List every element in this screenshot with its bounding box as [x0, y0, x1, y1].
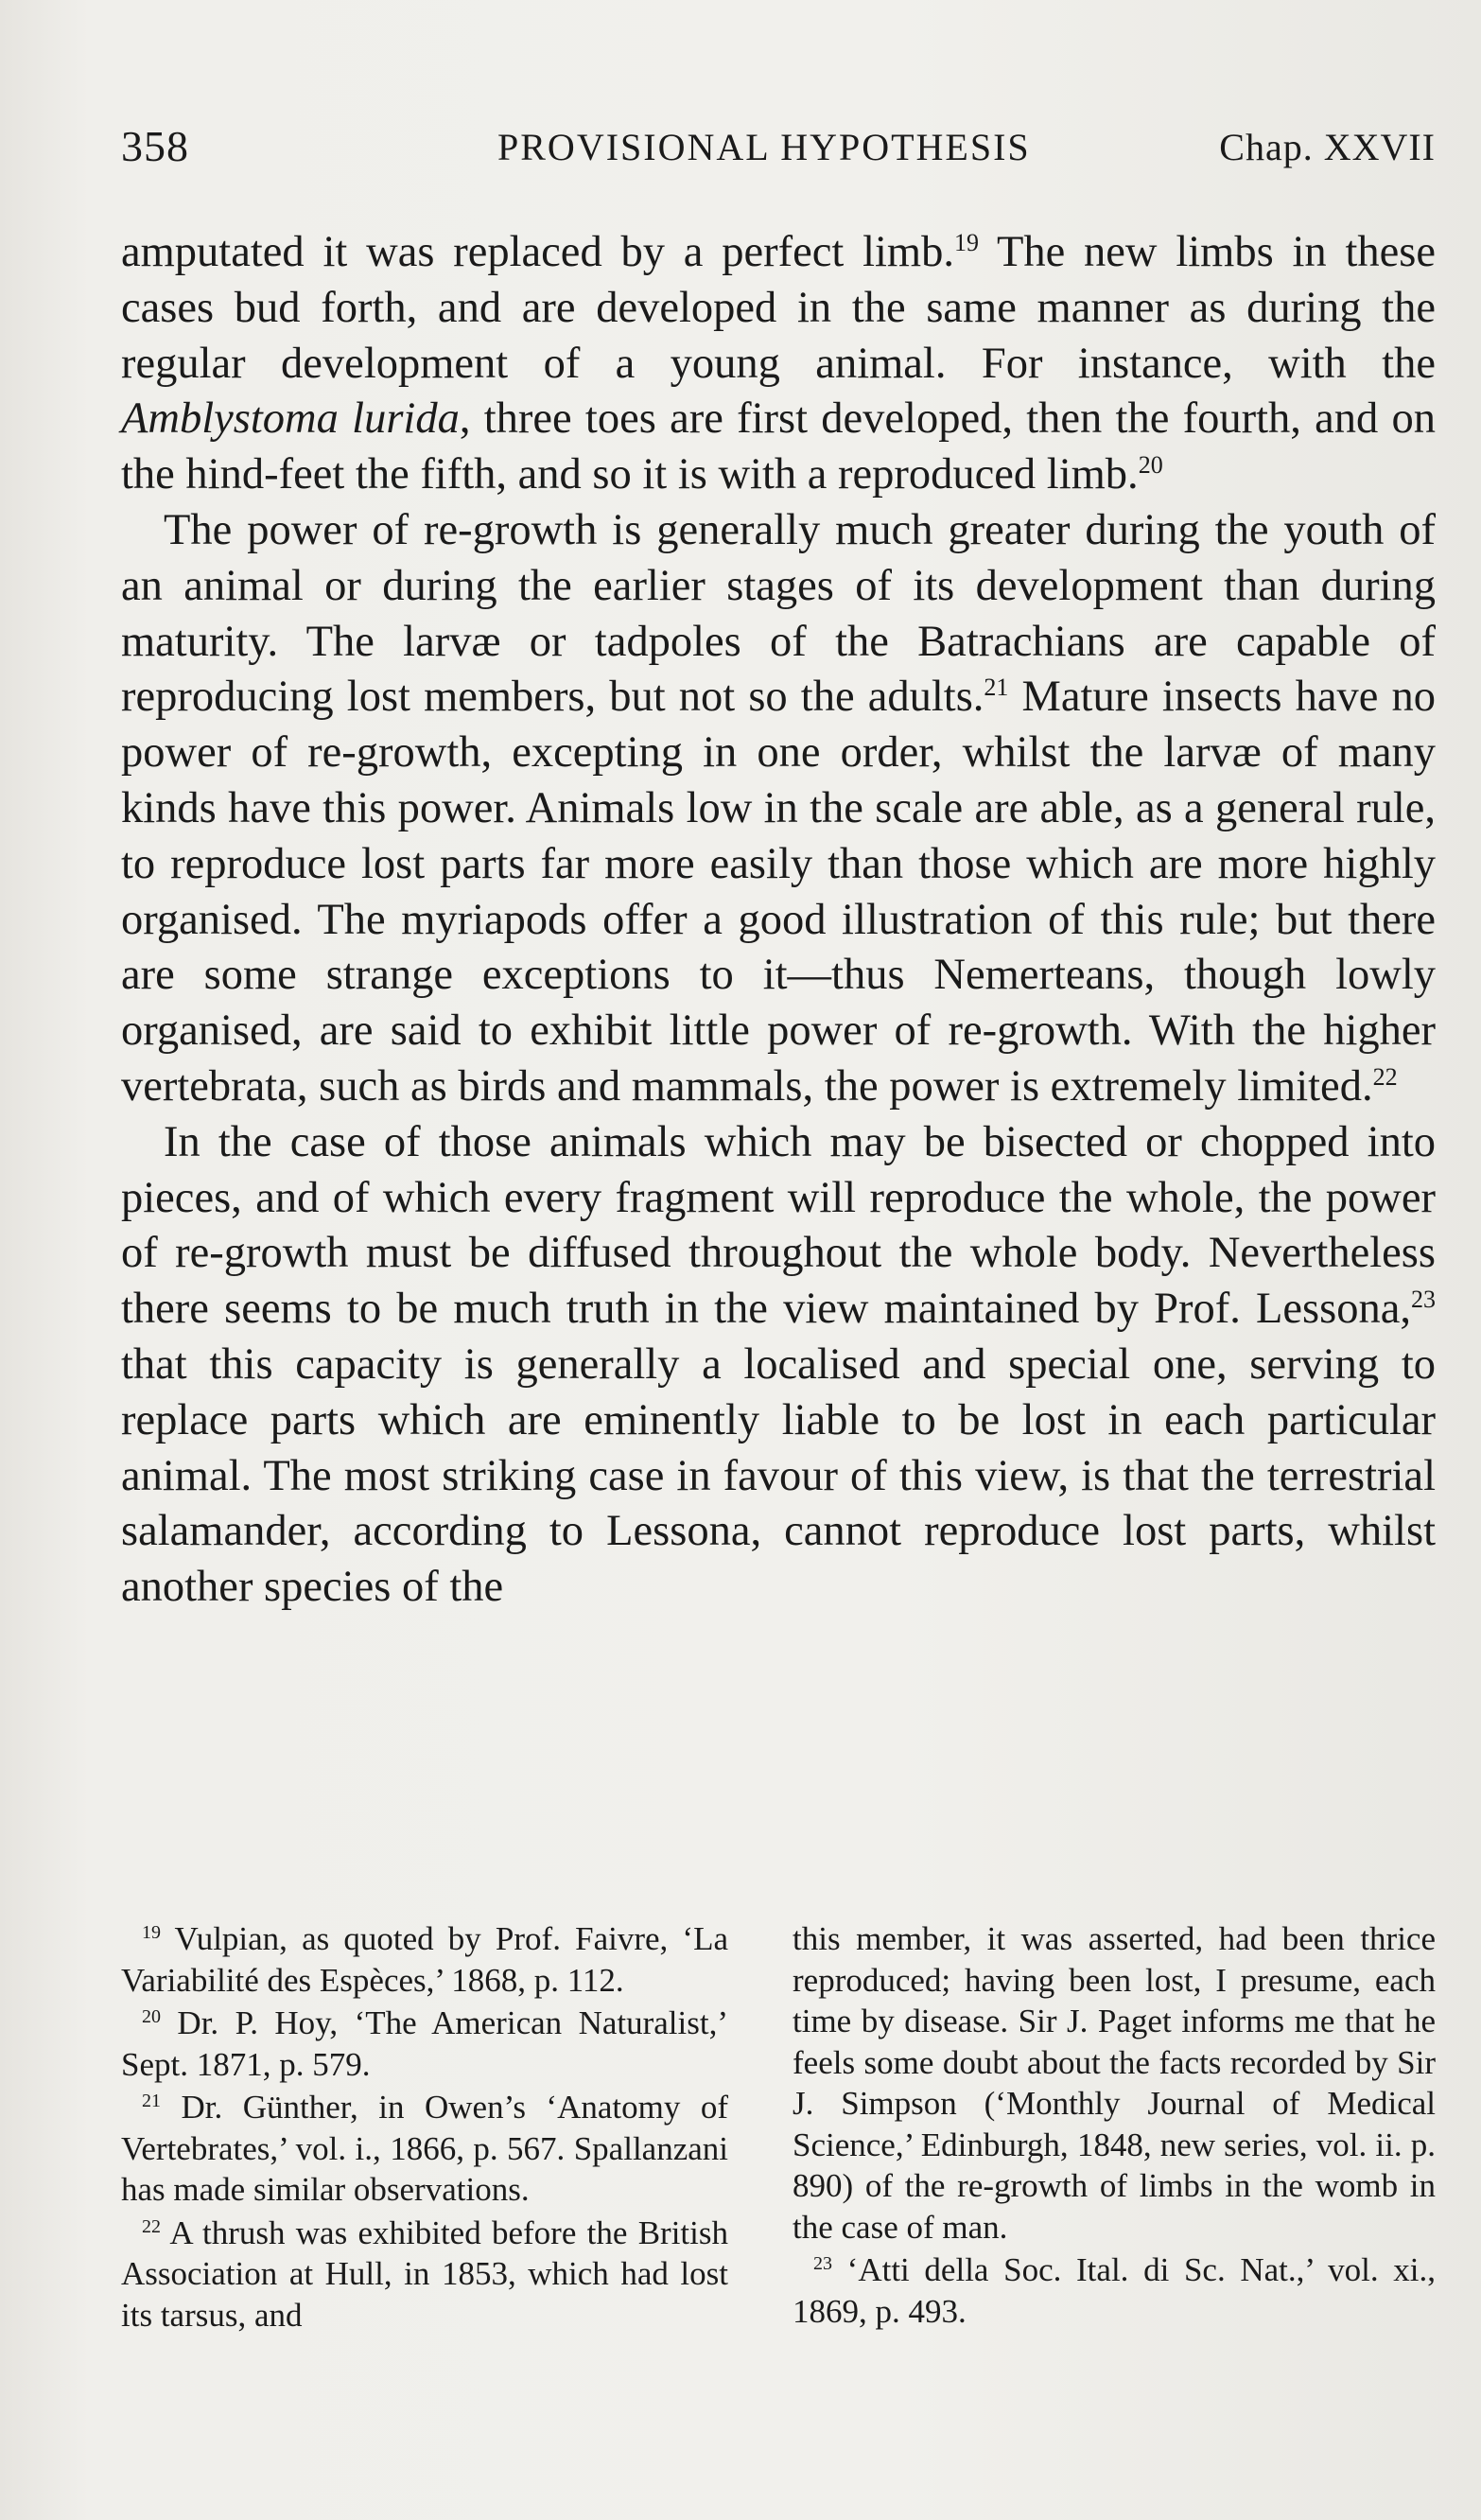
footnote-text: ‘Atti della Soc. Ital. di Sc. Nat.,’ vol. xi., 1869, p. 493.: [793, 2251, 1436, 2330]
paragraph: [121, 1115, 1436, 1616]
text-run: The new limbs in these cases bud forth, and are developed in the same manner as during the regular development of a young animal. For instance, with the: [121, 228, 1436, 388]
footnote: [121, 2087, 728, 2211]
footnote-text: Dr. P. Hoy, ‘The American Naturalist,’ Sept. 1871, p. 579.: [121, 2004, 728, 2083]
footnote-number: 22: [142, 2215, 161, 2237]
footnote-column-right: [793, 1918, 1436, 2334]
footnote-ref: 23: [1411, 1286, 1436, 1314]
footnote: [121, 2003, 728, 2085]
footnote-continuation: [793, 1918, 1436, 2248]
footnote: [793, 2249, 1436, 2332]
species-name: Amblystoma lurida: [121, 394, 460, 444]
footnote-number: 23: [813, 2253, 832, 2274]
chapter-label: Chap. XXVII: [1219, 126, 1436, 168]
paragraph: [121, 225, 1436, 503]
footnote-text: Dr. Günther, in Owen’s ‘Anatomy of Vertebrates,’ vol. i., 1866, p. 567. Spallanzani has made similar observations.: [121, 2089, 728, 2208]
footnote-text: Vulpian, as quoted by Prof. Faivre, ‘La Variabilité des Espèces,’ 1868, p. 112.: [121, 1920, 728, 1999]
footnote: [121, 1918, 728, 2001]
text-run: In the case of those animals which may be bisected or chopped into pieces, and of which every fragment will reproduce the whole, the power of re-growth must be diffused throughout the whole body. Nevertheless there seems to be much truth in the view maintained by Prof. Lessona,: [121, 1117, 1436, 1334]
footnote-text: A thrush was exhibited before the British Association at Hull, in 1853, which had lost its tarsus, and: [121, 2214, 728, 2334]
text-run: amputated it was replaced by a perfect limb.: [121, 228, 954, 276]
footnote-number: 21: [142, 2091, 161, 2111]
footnote-ref: 19: [953, 229, 979, 256]
running-title: PROVISIONAL HYPOTHESIS: [497, 126, 1031, 168]
text-run: , three toes are first developed, then the fourth, and on the hind-feet the fifth, and so it is with a reproduced limb.: [121, 394, 1437, 499]
footnote-ref: 22: [1372, 1062, 1398, 1091]
footnote-ref: 21: [984, 674, 1009, 702]
footnote-number: 20: [142, 2006, 161, 2027]
page-number: 358: [121, 122, 189, 170]
paragraph: [121, 503, 1436, 1115]
footnote-column-left: [121, 1918, 728, 2337]
text-run: The power of re-growth is generally much greater during the youth of an animal or during the earlier stages of its development than during maturity. The larvæ or tadpoles of the Batrachians are capable of reproducing lost members, but not so the adults.: [121, 505, 1436, 722]
text-run: that this capacity is generally a localised and special one, serving to replace parts which are eminently liable to be lost in each particular animal. The most striking case in favour of this view, is that the terrestrial salamander, according to Lessona, cannot reproduce lost parts, whilst another species of the: [121, 1339, 1436, 1612]
text-run: Mature insects have no power of re-growth, excepting in one order, whilst the larvæ of many kinds have this power. Animals low in the scale are able, as a general rule, to reproduce lost parts far more easily than those which are more highly organised. The myriapods offer a good illustration of this rule; but there are some strange exceptions to it—thus Nemerteans, though lowly organised, are said to exhibit little power of re-growth. With the higher vertebrata, such as birds and mammals, the power is extremely limited.: [121, 673, 1436, 1111]
footnote-number: 19: [142, 1922, 161, 1943]
main-text: [121, 225, 1436, 1616]
footnote-text: this member, it was asserted, had been thrice reproduced; having been lost, I presume, each time by disease. Sir J. Paget informs me that he feels some doubt about the facts recorded by Sir J. Simpson (‘Monthly Journal of Medical Science,’ Edinburgh, 1848, new series, vol. ii. p. 890) of the re-growth of limbs in the womb in the case of man.: [793, 1920, 1436, 2246]
footnote: [121, 2213, 728, 2336]
footnote-ref: 20: [1138, 451, 1163, 480]
running-header: [121, 121, 1436, 178]
